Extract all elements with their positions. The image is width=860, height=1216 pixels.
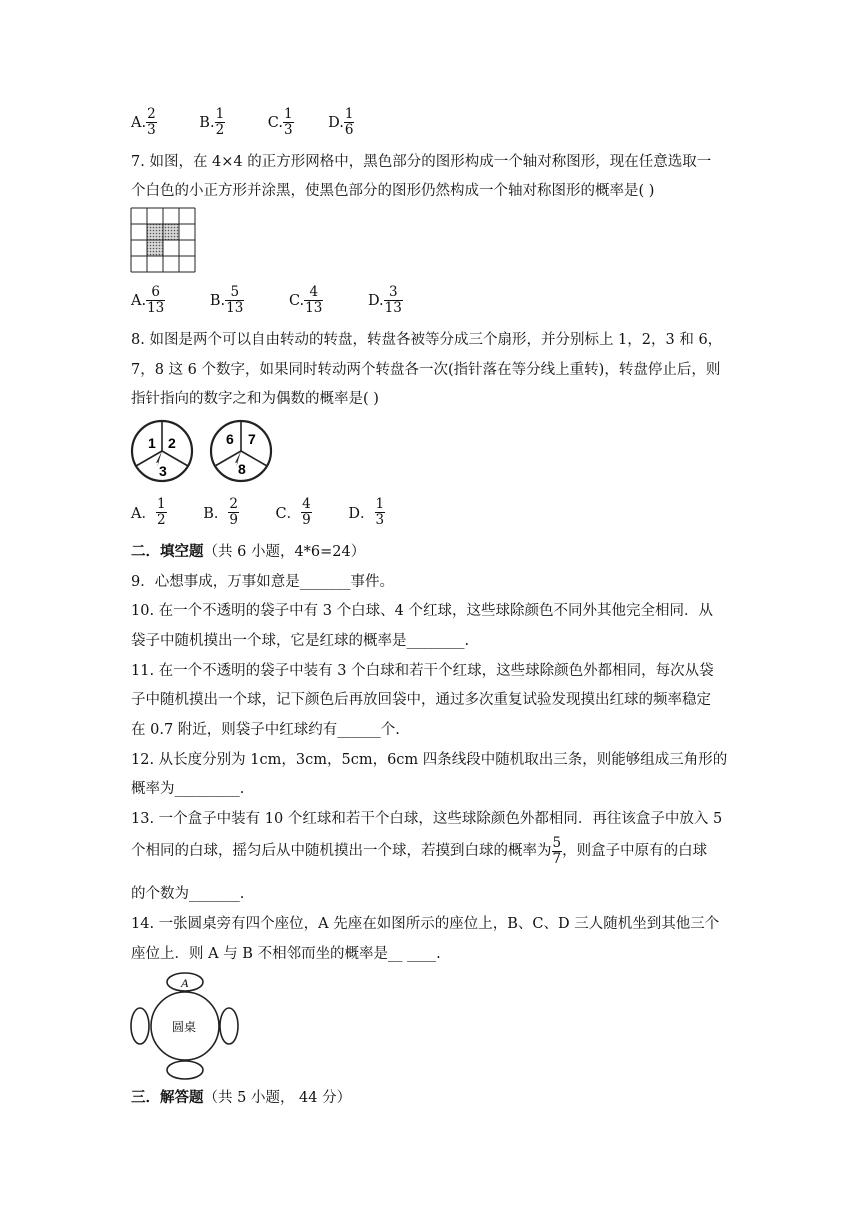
q8-option-b: B． $\frac{2}{9}$: [203, 496, 238, 528]
section-title: 二．填空题: [131, 543, 204, 560]
spinner-left: [132, 421, 192, 481]
q6-option-d: D. $\frac{1}{6}$: [328, 106, 354, 138]
q8-spinners-figure: [130, 418, 275, 486]
q11-text-line1: 11. 在一个不透明的袋子中装有 3 个白球和若干个红球，这些球除颜色外都相同，每次从袋: [131, 663, 714, 679]
q14-text-line1: 14. 一张圆桌旁有四个座位，A 先座在如图所示的座位上，B、C、D 三人随机坐到其他三个: [131, 916, 720, 932]
q7-option-d: D. $\frac{3}{13}$: [367, 284, 402, 316]
q7-options: [131, 285, 403, 316]
section-title: 三．解答题: [131, 1089, 204, 1106]
seat-right: [220, 1008, 238, 1044]
spinner-left-sector-label: 3: [159, 463, 167, 479]
table-label: 圆桌: [172, 1020, 197, 1034]
seat-left: [131, 1008, 149, 1044]
q8-text-line1: 8. 如图是两个可以自由转动的转盘，转盘各被等分成三个扇形，并分别标上 1，2，3 和 6，: [131, 332, 723, 348]
seat-label-a: A: [181, 976, 189, 990]
q8-option-a: A． $\frac{1}{2}$: [131, 496, 166, 528]
q6-option-c: C. $\frac{1}{3}$: [267, 106, 293, 138]
section-note: （共 5 小题， 44 分）: [203, 1090, 352, 1106]
q14-text-line2: 座位上．则 A 与 B 不相邻而坐的概率是__ ____.: [131, 946, 441, 962]
section-heading-fill-in: [131, 542, 365, 562]
spinner-right-sector-label: 6: [226, 431, 234, 447]
q7-option-b: B. $\frac{5}{13}$: [209, 284, 244, 316]
q12-text-line1: 12. 从长度分别为 1cm，3cm，5cm，6cm 四条线段中随机取出三条，则能够组成三角形的: [131, 752, 728, 768]
spinner-left-sector-label: 2: [168, 435, 176, 451]
q8-text-line2: 7，8 这 6 个数字，如果同时转动两个转盘各一次(指针落在等分线上重转)，转盘停止后，则: [131, 362, 721, 378]
q13-text-line1: 13. 一个盒子中装有 10 个红球和若干个白球，这些球除颜色外都相同．再往该盒子中放入 5: [131, 811, 723, 827]
q11-text-line3: 在 0.7 附近，则袋子中红球约有______个.: [131, 722, 400, 738]
q8-option-d: D． $\frac{1}{3}$: [348, 496, 385, 528]
q7-option-c: C. $\frac{4}{13}$: [288, 284, 323, 316]
spinner-right-sector-label: 7: [248, 431, 256, 447]
q9-text: 9．心想事成，万事如意是_______事件。: [131, 574, 394, 590]
q11-text-line2: 子中随机摸出一个球，记下颜色后再放回袋中，通过多次重复试验发现摸出红球的频率稳定: [131, 692, 711, 708]
q7-text-line2: 个白色的小正方形并涂黑，使黑色部分的图形仍然构成一个轴对称图形的概率是( ): [131, 183, 655, 199]
q8-text-line3: 指针指向的数字之和为偶数的概率是( ): [131, 391, 379, 407]
seat-bottom: [167, 1061, 203, 1079]
spinner-right: [211, 421, 271, 481]
round-table-figure: [130, 972, 242, 1084]
q8-options: [131, 497, 385, 528]
q6-options: [131, 107, 354, 138]
section-note: （共 6 小题，4*6=24）: [203, 544, 366, 560]
q7-text-line1: 7. 如图，在 4×4 的正方形网格中，黑色部分的图形构成一个轴对称图形，现在任意选取一: [131, 154, 712, 170]
q10-text-line2: 袋子中随机摸出一个球，它是红球的概率是________.: [131, 633, 470, 649]
q12-text-line2: 概率为_________.: [131, 781, 245, 797]
q7-grid-figure: [131, 208, 197, 274]
q7-shaded-cell: [163, 224, 179, 240]
q13-text-line3: 的个数为_______.: [131, 886, 245, 902]
q8-option-c: C． $\frac{4}{9}$: [275, 496, 311, 528]
q7-option-a: A. $\frac{6}{13}$: [131, 284, 165, 316]
q10-text-line1: 10. 在一个不透明的袋子中有 3 个白球、4 个红球，这些球除颜色不同外其他完全相同．从: [131, 603, 713, 619]
q6-option-a: A. $\frac{2}{3}$: [131, 106, 156, 138]
spinner-right-sector-label: 8: [238, 461, 246, 477]
section-heading-answer: [131, 1088, 351, 1108]
q6-option-b: B. $\frac{1}{2}$: [199, 106, 225, 138]
q13-text-line2: 个相同的白球，摇匀后从中随机摸出一个球，若摸到白球的概率为 $\frac{5}{7}$ ，则盒子中原有的白球: [131, 834, 708, 867]
spinner-left-sector-label: 1: [148, 435, 156, 451]
